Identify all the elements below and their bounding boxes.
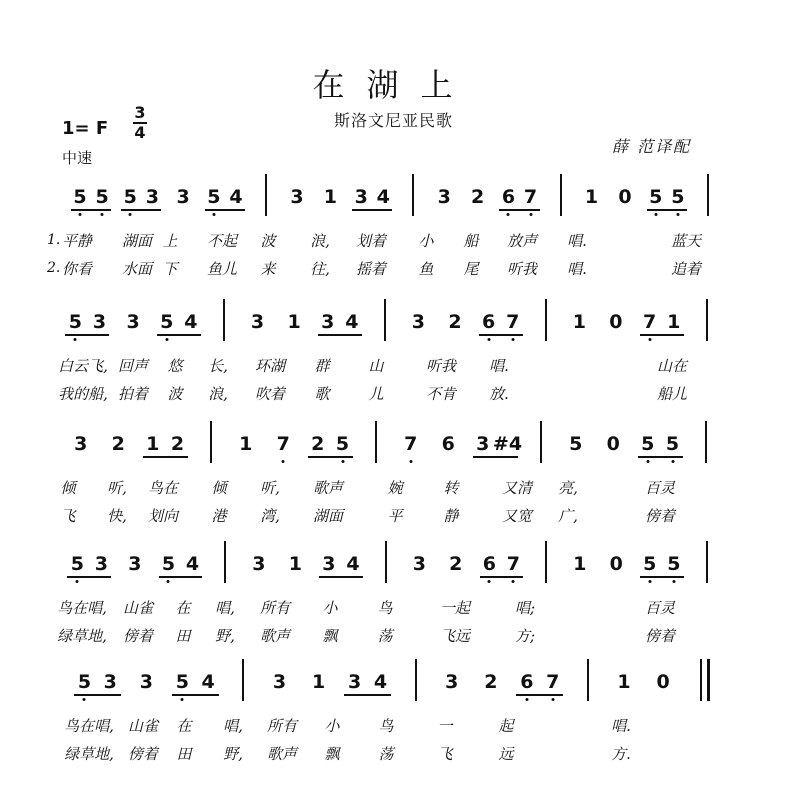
lyric-syllable: 山雀 [127, 717, 159, 735]
eighth-note-beam [71, 209, 111, 211]
song-origin: 斯洛文尼亚民歌 [333, 111, 453, 130]
note: 0 [609, 311, 623, 333]
eighth-note-beam [319, 576, 363, 578]
lyric-syllable: 又清 [501, 479, 533, 497]
eighth-note-beam [74, 694, 121, 696]
bar-line [540, 421, 542, 463]
note: 2 [111, 433, 125, 455]
verse-number: 2. [47, 260, 61, 276]
lyric-syllable: 环湖 [254, 357, 286, 375]
note: 5 [671, 186, 685, 208]
bar-line [700, 659, 702, 701]
note: 5 [207, 186, 221, 208]
low-octave-dot [672, 580, 675, 583]
bar-line [705, 421, 707, 463]
note: 2 [311, 433, 325, 455]
lyric-syllable: 平静 [61, 232, 93, 250]
lyric-syllable: 来 [260, 260, 276, 278]
note: 7 [546, 671, 560, 693]
lyric-syllable: 波 [260, 232, 276, 250]
low-octave-dot [654, 213, 657, 216]
lyric-syllable: 群 [314, 357, 330, 375]
note: 1 [667, 311, 681, 333]
lyric-syllable: 唱. [567, 260, 587, 278]
time-signature-top: 3 [134, 103, 146, 122]
bar-line [242, 659, 244, 701]
lyric-syllable: 波 [167, 385, 183, 403]
lyric-syllable: 唱. [567, 232, 587, 250]
lyric-syllable: 婉 [387, 479, 403, 497]
lyric-syllable: 唱; [514, 599, 536, 617]
eighth-note-beam [143, 456, 188, 458]
lyric-syllable: 绿草地, [57, 627, 107, 645]
note: 0 [618, 186, 632, 208]
eighth-note-beam [640, 334, 684, 336]
low-octave-dot [529, 213, 532, 216]
lyric-syllable: 湖面 [121, 232, 153, 250]
note: 2 [484, 671, 498, 693]
lyric-syllable: 白云飞, [58, 357, 108, 375]
note: 5 [123, 186, 137, 208]
note: 1 [287, 311, 301, 333]
lyric-syllable: 歌声 [266, 745, 298, 763]
low-octave-dot [487, 338, 490, 341]
lyric-syllable: 鱼儿 [206, 260, 238, 278]
bar-line [224, 541, 226, 583]
note: 5 [175, 671, 189, 693]
lyric-syllable: 山 [368, 357, 384, 375]
low-octave-dot [671, 460, 674, 463]
low-octave-dot [511, 338, 514, 341]
lyric-syllable: 在 [176, 717, 192, 735]
low-octave-dot [525, 698, 528, 701]
lyric-syllable: 绿草地, [64, 745, 114, 763]
lyric-syllable: 水面 [121, 260, 153, 278]
eighth-note-beam [318, 334, 362, 336]
lyric-syllable: 放. [489, 385, 509, 403]
bar-line [223, 299, 225, 341]
note: 1 [323, 186, 338, 208]
note: 7 [642, 311, 657, 333]
lyric-syllable: 小 [322, 599, 338, 617]
note: 5 [73, 186, 87, 208]
eighth-note-beam [638, 456, 683, 458]
note: 6 [520, 671, 534, 693]
note: 4 [373, 671, 388, 693]
eighth-note-beam [344, 694, 391, 696]
low-octave-dot [101, 213, 104, 216]
note: 3 [74, 433, 88, 455]
low-octave-dot [167, 580, 170, 583]
note: 0 [609, 553, 623, 575]
lyric-syllable: 听, [107, 479, 127, 497]
lyric-syllable: 听我 [425, 357, 457, 375]
note: 0 [656, 671, 670, 693]
note: 2 [471, 186, 485, 208]
note: 6 [482, 553, 496, 575]
note: 7 [506, 311, 520, 333]
note: 5 [68, 311, 82, 333]
eighth-note-beam [172, 694, 219, 696]
lyric-syllable: 所有 [266, 717, 298, 735]
lyric-syllable: 飘 [322, 627, 338, 645]
low-octave-dot [212, 213, 215, 216]
note: 2 [449, 553, 463, 575]
lyric-syllable: 吹着 [254, 385, 286, 403]
lyric-syllable: 倾 [211, 479, 227, 497]
bar-line [412, 174, 414, 216]
note: 3 [412, 553, 426, 575]
eighth-note-beam [473, 456, 518, 458]
lyric-syllable: 飞 [60, 507, 76, 525]
eighth-note-beam [159, 576, 203, 578]
lyric-syllable: 百灵 [644, 599, 676, 617]
eighth-note-beam [479, 334, 523, 336]
note: 5 [77, 671, 92, 693]
note: 5 [649, 186, 663, 208]
verse-number: 1. [47, 232, 61, 248]
note: 3 [94, 553, 108, 575]
note: 3 [348, 671, 362, 693]
note: 3 [354, 186, 368, 208]
note: 3 [272, 671, 287, 693]
lyric-syllable: 歌 [314, 385, 330, 403]
lyric-syllable: 唱, [223, 717, 243, 735]
lyric-syllable: 远 [498, 745, 514, 763]
lyric-syllable: 起 [498, 717, 514, 735]
lyric-syllable: 鸟 [377, 599, 393, 617]
bar-line [375, 421, 377, 463]
lyric-syllable: 飞远 [439, 627, 471, 645]
lyric-syllable: 回声 [117, 357, 149, 375]
note: #4 [492, 433, 523, 455]
lyric-syllable: 荡 [378, 745, 394, 763]
lyric-syllable: 听我 [506, 260, 538, 278]
lyric-syllable: 尾 [463, 260, 479, 278]
note: 3 [476, 433, 490, 455]
note: 1 [146, 433, 160, 455]
arranger-credit: 薛 范译配 [612, 137, 692, 156]
note: 3 [92, 311, 107, 333]
song-title: 在湖上 [312, 66, 475, 104]
key-signature: 1= F [62, 118, 109, 139]
bar-line [587, 659, 589, 701]
eighth-note-beam [499, 209, 539, 211]
lyric-syllable: 荡 [377, 627, 393, 645]
note: 5 [665, 433, 680, 455]
note: 3 [445, 671, 459, 693]
eighth-note-beam [308, 456, 353, 458]
note: 4 [184, 311, 198, 333]
time-signature [132, 104, 148, 142]
note: 1 [572, 311, 586, 333]
lyric-syllable: 划着 [355, 232, 387, 250]
lyric-syllable: 倾 [60, 479, 76, 497]
lyric-syllable: 转 [443, 479, 459, 497]
note: 1 [573, 553, 587, 575]
note: 6 [441, 433, 455, 455]
lyric-syllable: 一 [437, 717, 453, 735]
bar-line [706, 299, 708, 341]
lyric-syllable: 所有 [259, 599, 291, 617]
lyric-syllable: 山雀 [122, 599, 154, 617]
lyric-syllable: 你看 [61, 260, 93, 278]
note: 3 [126, 311, 140, 333]
low-octave-dot [648, 338, 651, 341]
note: 7 [523, 186, 538, 208]
lyric-syllable: 上 [162, 232, 178, 250]
low-octave-dot [282, 460, 285, 463]
lyric-syllable: 歌声 [259, 627, 291, 645]
lyric-syllable: 田 [175, 627, 191, 645]
low-octave-dot [129, 213, 132, 216]
lyric-syllable: 儿 [368, 385, 384, 403]
note: 5 [95, 186, 109, 208]
lyric-syllable: 飘 [324, 745, 340, 763]
low-octave-dot [165, 338, 168, 341]
lyric-syllable: 鸟在唱, [57, 599, 107, 617]
lyric-syllable: 湖面 [312, 507, 344, 525]
note: 1 [584, 186, 599, 208]
note: 1 [311, 671, 326, 693]
note: 3 [322, 553, 336, 575]
low-octave-dot [507, 213, 510, 216]
lyric-syllable: 方; [514, 627, 536, 645]
bar-line [384, 299, 386, 341]
eighth-note-beam [157, 334, 201, 336]
eighth-note-beam [516, 694, 563, 696]
lyric-syllable: 田 [176, 745, 192, 763]
lyric-syllable: 港 [211, 507, 227, 525]
note: 3 [437, 186, 451, 208]
note: 5 [160, 311, 174, 333]
lyric-syllable: 鱼 [418, 260, 434, 278]
lyric-syllable: 傍着 [122, 627, 154, 645]
lyric-syllable: 我的船, [58, 385, 108, 403]
eighth-note-beam [647, 209, 687, 211]
note: 5 [643, 553, 657, 575]
low-octave-dot [646, 460, 649, 463]
lyric-syllable: 傍着 [644, 627, 676, 645]
lyric-syllable: 广, [558, 507, 578, 525]
lyric-syllable: 长, [208, 357, 228, 375]
note: 2 [448, 311, 462, 333]
low-octave-dot [74, 338, 77, 341]
lyric-syllable: 船 [463, 232, 479, 250]
bar-line [545, 299, 547, 341]
note: 1 [617, 671, 631, 693]
note: 3 [139, 671, 153, 693]
eighth-note-beam [480, 576, 524, 578]
lyric-syllable: 平 [387, 507, 403, 525]
note: 5 [569, 433, 583, 455]
note: 3 [128, 553, 142, 575]
lyric-syllable: 方. [611, 745, 631, 763]
lyric-syllable: 湾, [260, 507, 280, 525]
note: 5 [641, 433, 655, 455]
bar-line [210, 421, 212, 463]
lyric-syllable: 唱. [611, 717, 631, 735]
lyric-syllable: 在 [175, 599, 191, 617]
lyric-syllable: 小 [324, 717, 340, 735]
lyric-syllable: 蓝天 [670, 232, 702, 250]
note: 1 [288, 553, 302, 575]
low-octave-dot [83, 698, 86, 701]
lyric-syllable: 野, [223, 745, 243, 763]
note: 7 [276, 433, 290, 455]
lyric-syllable: 拍着 [117, 385, 149, 403]
low-octave-dot [341, 460, 344, 463]
note: 4 [201, 671, 215, 693]
note: 7 [404, 433, 418, 455]
note: 3 [290, 186, 304, 208]
bar-line [706, 541, 708, 583]
bar-line [265, 174, 267, 216]
tempo-marking: 中速 [62, 149, 93, 167]
note: 4 [345, 311, 359, 333]
lyric-syllable: 唱. [489, 357, 509, 375]
note: 3 [145, 186, 159, 208]
lyric-syllable: 歌声 [312, 479, 344, 497]
bar-line [545, 541, 547, 583]
eighth-note-beam [67, 576, 111, 578]
lyric-syllable: 放声 [506, 232, 538, 250]
note: 4 [185, 553, 200, 575]
lyric-syllable: 亮, [558, 479, 578, 497]
bar-line [385, 541, 387, 583]
low-octave-dot [551, 698, 554, 701]
lyric-syllable: 划向 [147, 507, 179, 525]
lyric-syllable: 摇着 [355, 260, 387, 278]
note: 3 [252, 553, 266, 575]
note: 3 [176, 186, 190, 208]
note: 4 [229, 186, 243, 208]
note: 3 [250, 311, 265, 333]
lyric-syllable: 浪, [208, 385, 228, 403]
note: 5 [70, 553, 84, 575]
eighth-note-beam [205, 209, 245, 211]
low-octave-dot [79, 213, 82, 216]
lyric-syllable: 不肯 [425, 385, 457, 403]
bar-line [707, 174, 709, 216]
lyric-syllable: 浪, [310, 232, 330, 250]
bar-line [560, 174, 562, 216]
low-octave-dot [512, 580, 515, 583]
note: 3 [321, 311, 335, 333]
note: 4 [346, 553, 360, 575]
note: 6 [501, 186, 516, 208]
lyric-syllable: 傍着 [127, 745, 159, 763]
lyric-syllable: 山在 [656, 357, 688, 375]
low-octave-dot [409, 460, 412, 463]
note: 4 [376, 186, 390, 208]
lyric-syllable: 一起 [439, 599, 471, 617]
note: 7 [506, 553, 521, 575]
lyric-syllable: 小 [418, 232, 434, 250]
note: 3 [411, 311, 426, 333]
lyric-syllable: 追着 [670, 260, 702, 278]
lyric-syllable: 鸟 [378, 717, 394, 735]
lyric-syllable: 鸟在唱, [64, 717, 114, 735]
note: 2 [170, 433, 185, 455]
eighth-note-beam [121, 209, 161, 211]
lyric-syllable: 悠 [167, 357, 183, 375]
note: 5 [667, 553, 681, 575]
lyric-syllable: 静 [443, 507, 459, 525]
lyric-syllable: 快, [107, 507, 127, 525]
time-signature-bottom: 4 [134, 123, 146, 142]
low-octave-dot [648, 580, 651, 583]
note: 3 [103, 671, 117, 693]
low-octave-dot [181, 698, 184, 701]
note: 6 [482, 311, 496, 333]
lyric-syllable: 下 [162, 260, 178, 278]
final-bar-line [707, 659, 710, 701]
lyric-syllable: 又宽 [501, 507, 533, 525]
lyric-syllable: 飞 [437, 745, 453, 763]
eighth-note-beam [65, 334, 109, 336]
eighth-note-beam [352, 209, 392, 211]
lyric-syllable: 不起 [206, 232, 238, 250]
low-octave-dot [76, 580, 79, 583]
lyric-syllable: 百灵 [644, 479, 676, 497]
lyric-syllable: 傍着 [644, 507, 676, 525]
lyric-syllable: 野, [215, 627, 235, 645]
lyric-syllable: 唱, [215, 599, 235, 617]
note: 1 [239, 433, 253, 455]
low-octave-dot [676, 213, 679, 216]
note: 0 [606, 433, 620, 455]
note: 5 [335, 433, 350, 455]
note: 5 [161, 553, 176, 575]
eighth-note-beam [640, 576, 684, 578]
low-octave-dot [488, 580, 491, 583]
lyric-syllable: 听, [260, 479, 280, 497]
lyric-syllable: 船儿 [656, 385, 688, 403]
lyric-syllable: 往, [310, 260, 330, 278]
bar-line [415, 659, 417, 701]
lyric-syllable: 鸟在 [147, 479, 179, 497]
